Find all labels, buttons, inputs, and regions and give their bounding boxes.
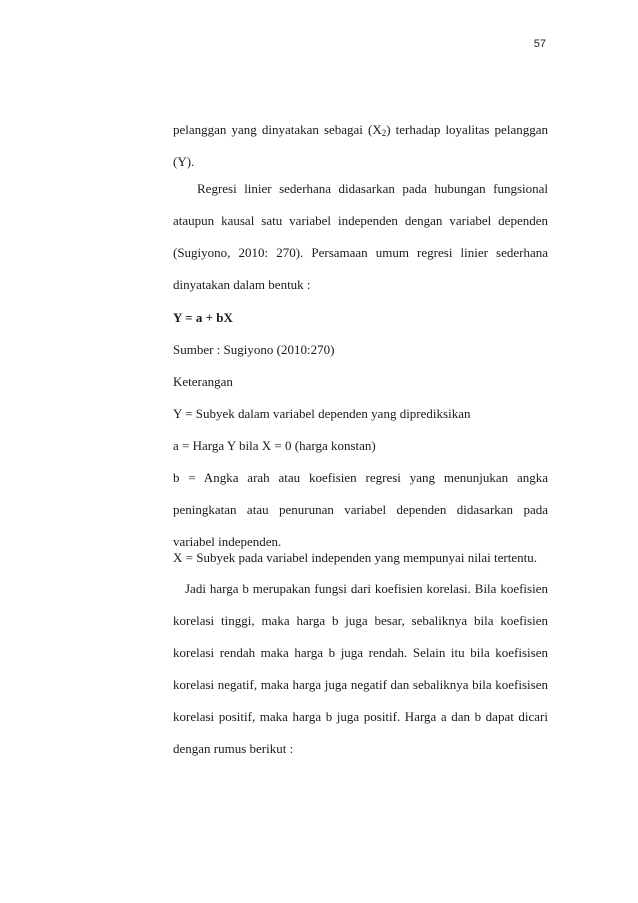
paragraph-continuation [173, 114, 548, 178]
keterangan-item-b: b = Angka arah atau koefisien regresi yang menunjukan angka peningkatan atau penurunan variabel dependen didasarkan pada variabel independen. [173, 470, 548, 549]
formula-source: Sumber : Sugiyono (2010:270) [173, 342, 335, 357]
page-number: 57 [533, 38, 546, 50]
correlation-paragraph: Jadi harga b merupakan fungsi dari koefisien korelasi. Bila koefisien korelasi tinggi, maka harga b juga besar, sebaliknya bila koefisien korelasi rendah maka harga b juga rendah. Selain itu bila koefisisen korelasi negatif, maka harga juga negatif dan sebaliknya bila koefisisen korelasi positif, maka harga b juga positif. Harga a dan b dapat dicari dengan rumus berikut : [173, 581, 548, 756]
regression-formula: Y = a + bX [173, 310, 233, 325]
keterangan-heading: Keterangan [173, 374, 233, 389]
regression-intro-paragraph: Regresi linier sederhana didasarkan pada hubungan fungsional ataupun kausal satu variabel independen dengan variabel dependen (Sugiyono, 2010: 270). Persamaan umum regresi linier sederhana dinyatakan dalam bentuk : [173, 181, 548, 292]
keterangan-item-x: X = Subyek pada variabel independen yang mempunyai nilai tertentu. [173, 550, 537, 565]
keterangan-item-a: a = Harga Y bila X = 0 (harga konstan) [173, 438, 376, 453]
keterangan-item-y: Y = Subyek dalam variabel dependen yang diprediksikan [173, 406, 471, 421]
paragraph-text-after-subscript: ) terhadap loyalitas pelanggan (Y). [173, 122, 548, 169]
subscript-2: 2 [381, 128, 387, 138]
paragraph-text-before-subscript: pelanggan yang dinyatakan sebagai (X [173, 122, 382, 137]
